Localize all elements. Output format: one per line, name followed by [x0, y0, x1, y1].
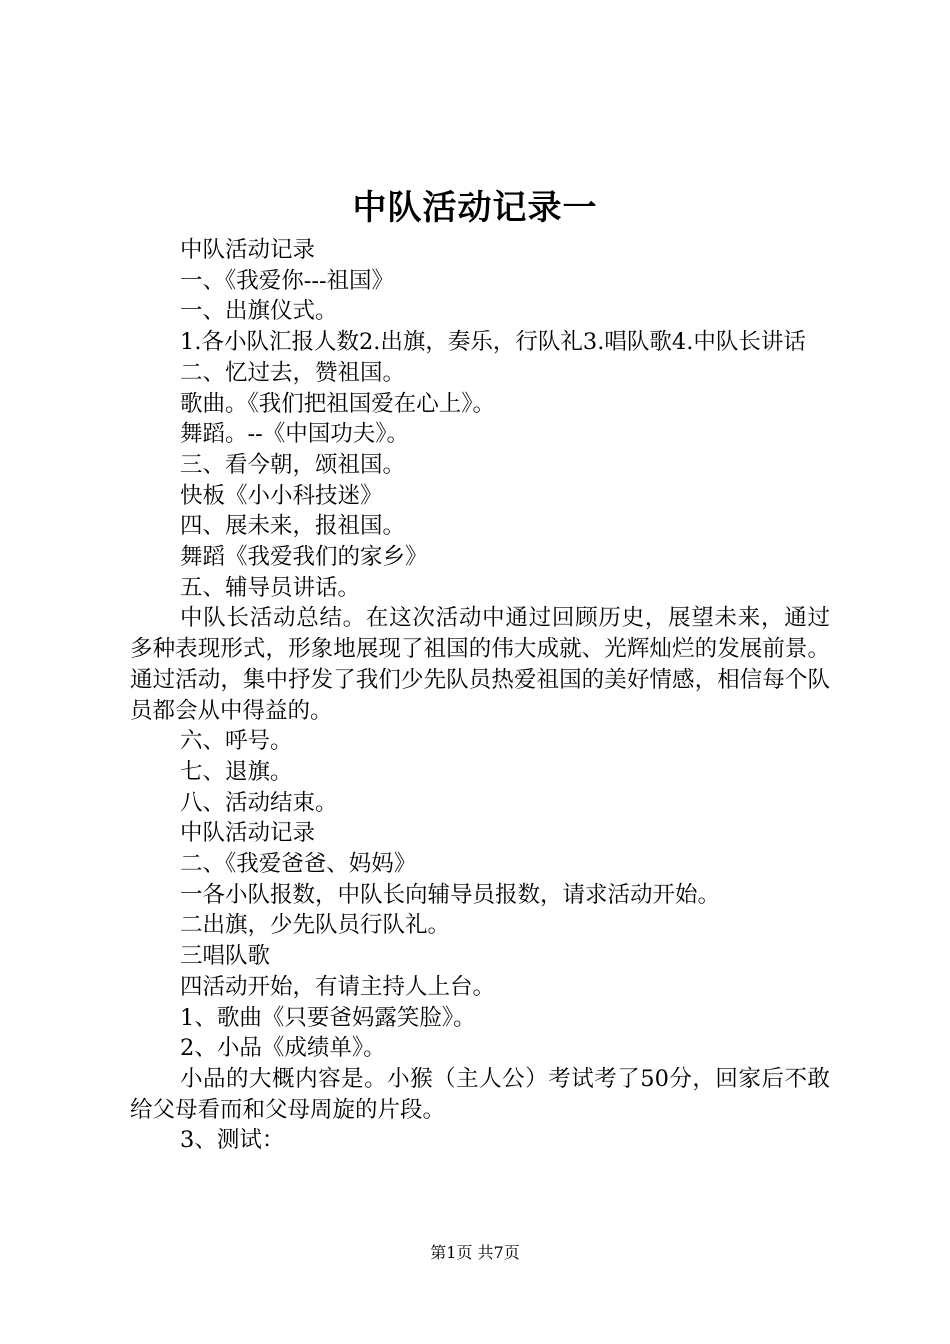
paragraph: 三唱队歌: [180, 943, 271, 970]
paragraph: 四、展未来，报祖国。: [180, 513, 406, 540]
paragraph: 2、小品《成绩单》。: [180, 1035, 386, 1062]
paragraph: 二出旗，少先队员行队礼。: [180, 912, 451, 939]
paragraph: 三、看今朝，颂祖国。: [180, 451, 406, 478]
paragraph: 二、忆过去，赞祖国。: [180, 359, 406, 386]
document-title: 中队活动记录一: [352, 188, 598, 228]
page-footer: 第1页 共7页: [430, 1243, 520, 1262]
paragraph: 舞蹈《我爱我们的家乡》: [180, 544, 428, 571]
paragraph: 八、活动结束。: [180, 789, 338, 816]
paragraph: 一各小队报数，中队长向辅导员报数，请求活动开始。: [180, 881, 721, 908]
paragraph: 五、辅导员讲话。: [180, 574, 361, 601]
paragraph: 六、呼号。: [180, 728, 293, 755]
paragraph: 七、退旗。: [180, 758, 293, 785]
document-body: [130, 235, 830, 1156]
paragraph: 一、出旗仪式。: [180, 298, 338, 325]
paragraph: 二、《我爱爸爸、妈妈》: [180, 851, 417, 878]
paragraph: 快板《小小科技迷》: [180, 482, 383, 509]
paragraph: 1、歌曲《只要爸妈露笑脸》。: [180, 1004, 476, 1031]
paragraph: 中队活动记录: [180, 237, 316, 263]
paragraph: 一、《我爱你---祖国》: [180, 267, 395, 294]
paragraph: 小品的大概内容是。小猴（主人公）考试考了50分，回家后不敢给父母看而和父母周旋的片段。: [130, 1065, 830, 1123]
paragraph: 中队活动记录: [180, 820, 316, 847]
paragraph: 舞蹈。--《中国功夫》。: [180, 421, 409, 448]
paragraph: 歌曲。《我们把祖国爱在心上》。: [180, 390, 496, 417]
paragraph: 四活动开始，有请主持人上台。: [180, 973, 496, 1000]
paragraph: 中队长活动总结。在这次活动中通过回顾历史，展望未来，通过多种表现形式，形象地展现了祖国的伟大成就、光辉灿烂的发展前景。通过活动，集中抒发了我们少先队员热爱祖国的美好情感，相信每个队员都会从中得益的。: [130, 605, 830, 724]
paragraph: 3、测试：: [180, 1127, 285, 1154]
paragraph: 1.各小队汇报人数2.出旗，奏乐，行队礼3.唱队歌4.中队长讲话: [180, 329, 806, 356]
